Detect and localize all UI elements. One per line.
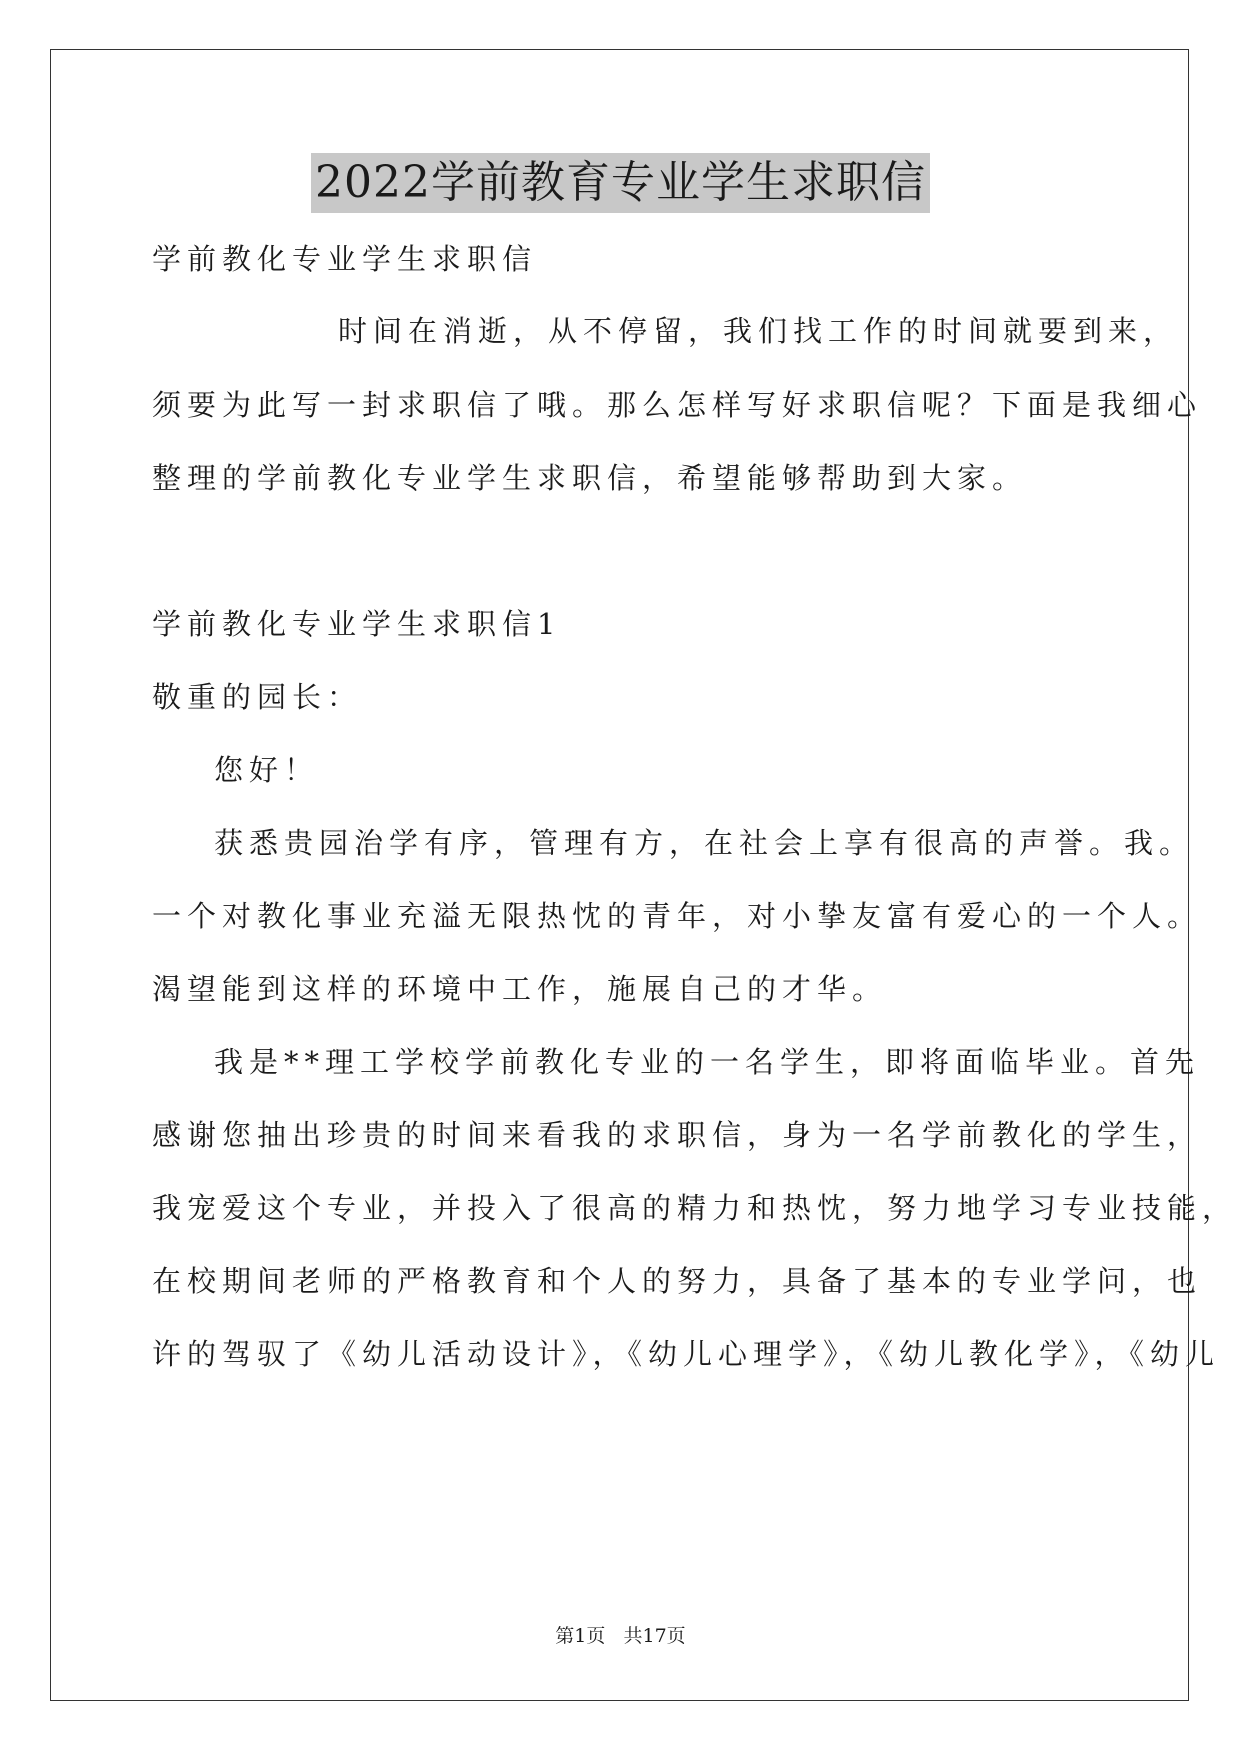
greeting: 您好！ (214, 753, 320, 787)
section-heading: 学前教化专业学生求职信1 (152, 607, 562, 641)
salutation: 敬重的园长： (152, 680, 363, 714)
paragraph-1-line-1: 获悉贵园治学有序，管理有方，在社会上享有很高的声誉。我。 (214, 826, 1195, 860)
paragraph-1-line-2: 一个对教化事业充溢无限热忱的青年，对小挚友富有爱心的一个人。 (152, 899, 1203, 933)
document-title (0, 153, 1241, 213)
intro-line-3: 整理的学前教化专业学生求职信，希望能够帮助到大家。 (152, 461, 1028, 495)
paragraph-2-line-2: 感谢您抽出珍贵的时间来看我的求职信，身为一名学前教化的学生， (152, 1118, 1203, 1152)
page-footer: 第1页 共17页 (555, 1625, 686, 1647)
paragraph-1-line-3: 渴望能到这样的环境中工作，施展自己的才华。 (152, 972, 888, 1006)
paragraph-2-line-5: 许的驾驭了《幼儿活动设计》，《幼儿心理学》，《幼儿教化学》，《幼儿 (152, 1337, 1221, 1371)
document-title-text: 2022学前教育专业学生求职信 (311, 153, 930, 213)
page-border (50, 49, 1189, 1701)
intro-line-2: 须要为此写一封求职信了哦。那么怎样写好求职信呢？下面是我细心 (152, 388, 1203, 422)
paragraph-2-line-1: 我是**理工学校学前教化专业的一名学生，即将面临毕业。首先 (214, 1045, 1201, 1079)
paragraph-2-line-3: 我宠爱这个专业，并投入了很高的精力和热忱，努力地学习专业技能， (152, 1191, 1238, 1225)
intro-line-1: 时间在消逝，从不停留，我们找工作的时间就要到来， (338, 314, 1179, 348)
subtitle-line: 学前教化专业学生求职信 (152, 242, 538, 276)
paragraph-2-line-4: 在校期间老师的严格教育和个人的努力，具备了基本的专业学问，也 (152, 1264, 1203, 1298)
